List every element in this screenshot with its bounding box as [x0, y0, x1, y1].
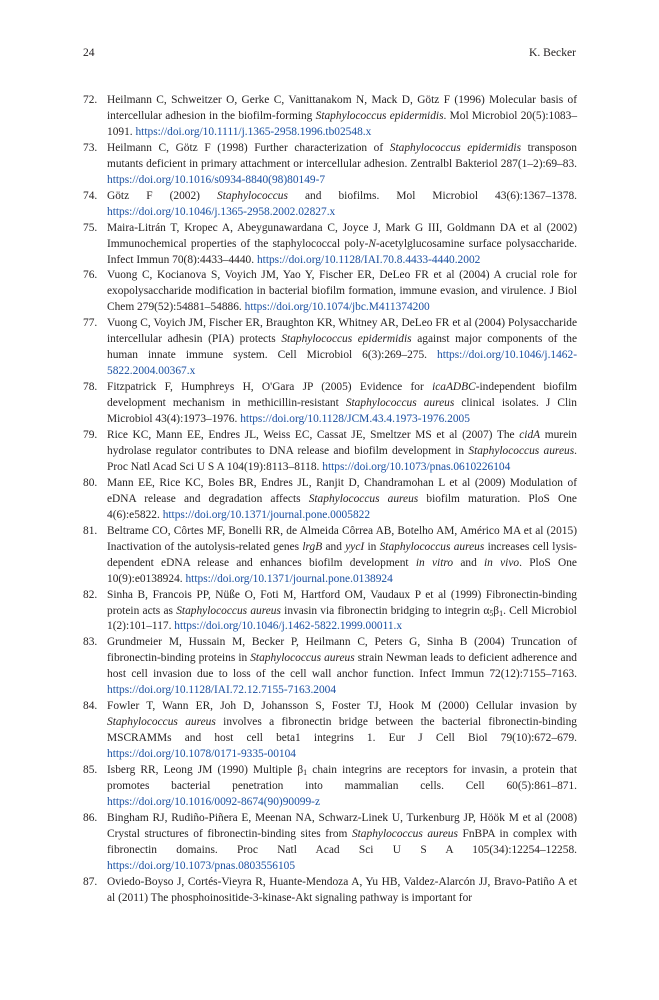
- reference-number: 81.: [83, 524, 98, 537]
- italic-term: Staphylococcus aureus: [308, 492, 419, 505]
- reference-text: strain Newman leads to deficient adherence and host cell invasion due to loss of the cell wall anchor function. Infect Immun 72(12):7155–7163.: [107, 652, 577, 681]
- reference-text: Vuong C, Voyich JM, Fischer ER, Braughton KR, Whitney AR, DeLeo FR et al (2004) Polysaccharide intercellular adhesin (PIA) protects: [107, 317, 577, 346]
- italic-term: Staphylococcus: [217, 189, 288, 202]
- reference-text: Bingham RJ, Rudiño-Piñera E, Meenan NA, Schwarz-Linek U, Turkenburg JP, Höök M et al (2008) Crystal structures of fibronectin-binding sites from: [107, 811, 577, 840]
- reference-item: [83, 699, 577, 763]
- reference-text: against major components of the human innate immune system. Cell Microbiol 6(3):269–275.: [107, 333, 577, 362]
- italic-term: lrgB: [302, 540, 323, 553]
- reference-text: invasin via fibronectin bridging to integrin α: [280, 604, 490, 617]
- reference-text: Beltrame CO, Côrtes MF, Bonelli RR, de Almeida Côrrea AB, Botelho AM, Américo MA et al (2015) Inactivation of the autolysis-related genes: [107, 524, 577, 553]
- reference-item: [83, 316, 577, 380]
- reference-text: chain integrins are receptors for invasin, a protein that promotes bacterial penetration into mammalian cells. Cell 60(5):861–871.: [107, 764, 577, 792]
- reference-text: Heilmann C, Götz F (1998) Further characterization of: [107, 141, 390, 154]
- reference-text: Götz F (2002): [107, 189, 218, 202]
- reference-number: 79.: [83, 429, 98, 442]
- reference-item: [83, 763, 577, 811]
- page-header: [83, 46, 576, 60]
- reference-text: biofilm maturation. PloS One 4(6):e5822.: [107, 492, 577, 521]
- doi-link[interactable]: https://doi.org/10.1073/pnas.0610226104: [322, 460, 511, 473]
- reference-number: 86.: [83, 811, 98, 824]
- reference-number: 84.: [83, 700, 98, 713]
- italic-term: Staphylococcus aureus: [351, 827, 458, 840]
- doi-link[interactable]: https://doi.org/10.1128/JCM.43.4.1973-1976.2005: [240, 413, 470, 426]
- doi-link[interactable]: https://doi.org/10.1078/0171-9335-00104: [107, 748, 297, 761]
- doi-link[interactable]: https://doi.org/10.1046/j.1365-2958.2002.02827.x: [107, 205, 336, 218]
- reference-number: 72.: [83, 94, 98, 106]
- reference-text: -acetylglucosamine surface polysaccharide. Infect Immun 70(8):4433–4440.: [107, 237, 577, 266]
- reference-number: 82.: [83, 588, 98, 601]
- reference-item: [83, 811, 577, 875]
- doi-link[interactable]: https://doi.org/10.1371/journal.pone.0138924: [185, 572, 393, 585]
- subscript: 1: [303, 768, 308, 778]
- doi-link[interactable]: https://doi.org/10.1016/s0934-8840(98)80149-7: [107, 173, 326, 186]
- reference-item: [83, 588, 577, 636]
- reference-number: 76.: [83, 269, 98, 282]
- reference-item: [83, 221, 577, 269]
- reference-text: increases cell lysis-dependent eDNA release and enhances biofilm development: [107, 540, 577, 569]
- doi-link[interactable]: https://doi.org/10.1016/0092-8674(90)90099-z: [107, 795, 321, 808]
- reference-text: -independent biofilm development mechanism in methicillin-resistant: [107, 381, 577, 410]
- reference-text: . Cell Microbiol 1(2):101–117.: [107, 604, 577, 633]
- reference-text: and: [453, 556, 485, 569]
- italic-term: Staphylococcus aureus: [250, 652, 355, 665]
- reference-text: involves a fibronectin bridge between the bacterial fibronectin-binding MSCRAMMs and host cell beta1 integrins 1. Eur J Cell Biol 79(10):672–679.: [107, 716, 577, 745]
- italic-term: icaADBC: [432, 381, 476, 394]
- reference-text: FnBPA in complex with fibronectin domains. Proc Natl Acad Sci U S A 105(34):12254–12258.: [107, 827, 577, 856]
- reference-item: [83, 875, 577, 907]
- reference-text: and: [322, 540, 346, 553]
- italic-term: Staphylococcus aureus: [379, 540, 485, 553]
- reference-number: 73.: [83, 141, 98, 154]
- doi-link[interactable]: https://doi.org/10.1128/IAI.70.8.4433-4440.2002: [256, 253, 481, 266]
- page-number: 24: [83, 46, 95, 59]
- italic-term: Staphylococcus aureus: [468, 444, 575, 457]
- running-head: K. Becker: [529, 46, 576, 59]
- reference-text: murein hydrolase regulator contributes to DNA release and biofilm development in: [107, 429, 577, 457]
- doi-link[interactable]: https://doi.org/10.1074/jbc.M411374200: [244, 301, 430, 314]
- italic-term: yycI: [345, 540, 365, 553]
- reference-text: . Mol Microbiol 20(5):1083–1091.: [107, 109, 578, 138]
- reference-text: Grundmeier M, Hussain M, Becker P, Heilmann C, Peters G, Sinha B (2004) Truncation of fibronectin-binding proteins in: [107, 636, 577, 665]
- reference-item: [83, 524, 577, 588]
- reference-text: transposon mutants deficient in primary attachment or intercellular adhesion. Zentralbl Bakteriol 287(1–2):69–83.: [107, 141, 577, 170]
- italic-term: Staphylococcus aureus: [107, 716, 216, 729]
- reference-number: 83.: [83, 636, 98, 649]
- reference-item: [83, 476, 577, 524]
- reference-text: Fitzpatrick F, Humphreys H, O'Gara JP (2005) Evidence for: [107, 381, 433, 394]
- reference-text: Fowler T, Wann ER, Joh D, Johansson S, Foster TJ, Hook M (2000) Cellular invasion by: [107, 700, 577, 713]
- doi-link[interactable]: https://doi.org/10.1046/j.1462-5822.1999.00011.x: [174, 620, 403, 633]
- reference-text: Rice KC, Mann EE, Endres JL, Weiss EC, Cassat JE, Smeltzer MS et al (2007) The: [107, 429, 520, 442]
- italic-term: in vivo: [484, 556, 520, 569]
- doi-link[interactable]: https://doi.org/10.1371/journal.pone.0005822: [162, 508, 371, 521]
- reference-number: 78.: [83, 381, 98, 394]
- doi-link[interactable]: https://doi.org/10.1111/j.1365-2958.1996.tb02548.x: [135, 125, 372, 138]
- reference-list: [83, 93, 577, 907]
- italic-term: in vitro: [415, 556, 454, 569]
- reference-text: Maira-Litrán T, Kropec A, Abeygunawardana C, Joyce J, Mark G III, Goldmann DA et al (2002) Immunochemical properties of the staphylococcal poly-: [107, 221, 577, 250]
- subscript: 1: [499, 608, 504, 618]
- reference-number: 87.: [83, 875, 98, 888]
- reference-text: Vuong C, Kocianova S, Voyich JM, Yao Y, Fischer ER, DeLeo FR et al (2004) A crucial role for exopolysaccharide modification in bacterial biofilm formation, immune evasion, and virulence. J Biol Chem 279(52):54881–54886.: [107, 269, 577, 314]
- reference-text: Sinha B, Francois PP, Nüße O, Foti M, Hartford OM, Vaudaux P et al (1999) Fibronectin-binding protein acts as: [107, 588, 577, 617]
- italic-term: N: [368, 237, 376, 250]
- doi-link[interactable]: https://doi.org/10.1046/j.1462-5822.2004.00367.x: [107, 349, 577, 378]
- reference-text: Mann EE, Rice KC, Boles BR, Endres JL, Ranjit D, Chandramohan L et al (2009) Modulation of eDNA release and degradation affects: [107, 476, 577, 505]
- reference-number: 74.: [83, 189, 98, 202]
- reference-item: [83, 93, 577, 141]
- italic-term: Staphylococcus aureus: [176, 604, 281, 617]
- italic-term: Staphylococcus aureus: [345, 397, 455, 410]
- subscript: 5: [489, 608, 494, 618]
- reference-number: 77.: [83, 317, 98, 330]
- doi-link[interactable]: https://doi.org/10.1128/IAI.72.12.7155-7163.2004: [107, 684, 337, 697]
- reference-text: in: [364, 540, 380, 553]
- italic-term: cidA: [519, 429, 541, 442]
- reference-text: clinical isolates. J Clin Microbiol 43(4):1973–1976.: [107, 397, 577, 426]
- reference-item: [83, 268, 577, 316]
- italic-term: Staphylococcus epidermidis: [281, 333, 412, 346]
- reference-text: Oviedo-Boyso J, Cortés-Vieyra R, Huante-Mendoza A, Yu HB, Valdez-Alarcón JJ, Bravo-Patiño A et al (2011) The phosphoinositide-3-kinase-Akt signaling pathway is important for: [107, 875, 577, 904]
- reference-number: 85.: [83, 764, 98, 777]
- italic-term: Staphylococcus epidermidis: [389, 141, 522, 154]
- reference-item: [83, 141, 577, 189]
- reference-text: β: [493, 604, 500, 617]
- reference-text: and biofilms. Mol Microbiol 43(6):1367–1378.: [287, 189, 577, 202]
- reference-item: [83, 635, 577, 699]
- doi-link[interactable]: https://doi.org/10.1073/pnas.0803556105: [107, 859, 296, 872]
- reference-text: . PloS One 10(9):e0138924.: [107, 556, 577, 585]
- reference-text: Isberg RR, Leong JM (1990) Multiple β: [107, 764, 304, 777]
- reference-number: 80.: [83, 476, 98, 489]
- italic-term: Staphylococcus epidermidis: [315, 109, 444, 122]
- reference-text: Heilmann C, Schweitzer O, Gerke C, Vanittanakom N, Mack D, Götz F (1996) Molecular basis of intercellular adhesion in the biofilm-forming: [107, 94, 577, 122]
- reference-item: [83, 189, 577, 221]
- reference-number: 75.: [83, 221, 98, 234]
- reference-text: . Proc Natl Acad Sci U S A 104(19):8113–8118.: [107, 444, 577, 473]
- reference-item: [83, 380, 577, 428]
- reference-item: [83, 428, 577, 476]
